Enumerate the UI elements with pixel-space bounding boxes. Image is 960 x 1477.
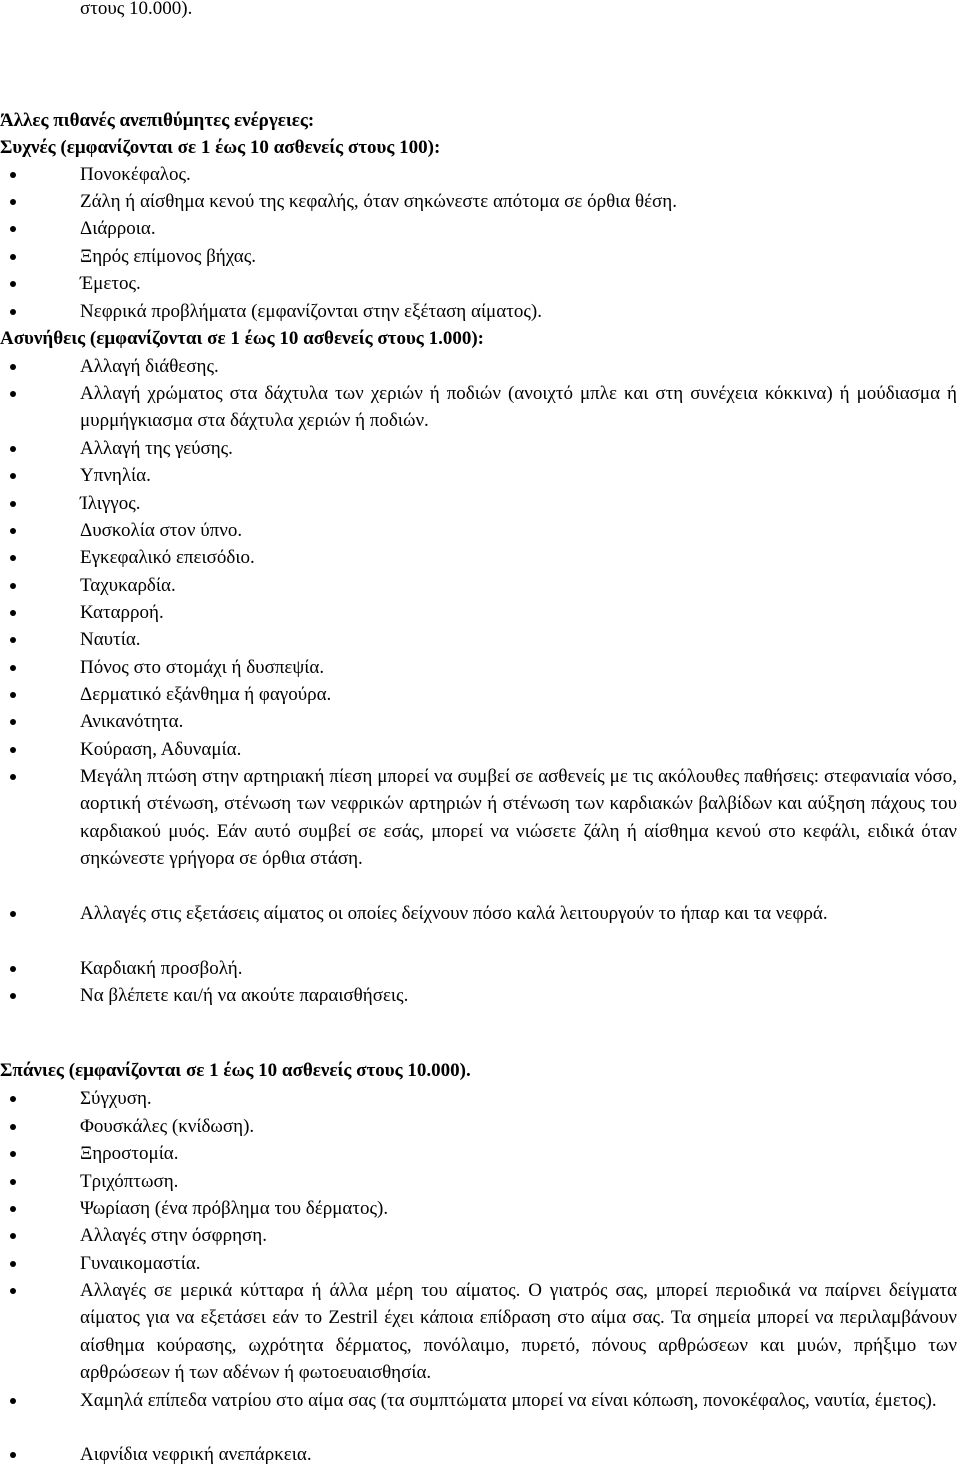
bullet-icon [10,364,16,370]
bullet-icon [10,610,16,616]
bullet-icon [10,254,16,260]
bullet-icon [10,1261,16,1267]
rare-heading: Σπάνιες (εμφανίζονται σε 1 έως 10 ασθενείς στους 10.000). [0,1060,471,1081]
bullet-icon [10,966,16,972]
bullet-icon [10,637,16,643]
bullet-icon [10,1233,16,1239]
bullet-icon [10,309,16,315]
bullet-icon [10,501,16,507]
other-effects-title: Άλλες πιθανές ανεπιθύμητες ενέργειες: [0,110,315,131]
bullet-icon [10,993,16,999]
bullet-icon [10,1206,16,1212]
bullet-icon [10,281,16,287]
bullet-icon [10,665,16,671]
bullet-icon [10,1452,16,1458]
bullet-icon [10,774,16,780]
bullet-icon [10,1124,16,1130]
bullet-icon [10,911,16,917]
bullet-icon [10,226,16,232]
bullet-icon [10,199,16,205]
bullet-icon [10,1096,16,1102]
common-heading: Συχνές (εμφανίζονται σε 1 έως 10 ασθενείς στους 100): [0,137,441,158]
bullet-icon [10,1179,16,1185]
bullet-icon [10,583,16,589]
bullet-icon [10,473,16,479]
bullet-icon [10,747,16,753]
bullet-icon [10,528,16,534]
continuation-text: στους 10.000). [80,0,193,19]
bullet-icon [10,391,16,397]
bullet-icon [10,719,16,725]
bullet-icon [10,555,16,561]
bullet-icon [10,172,16,178]
bullet-icon [10,1288,16,1294]
bullet-icon [10,1151,16,1157]
bullet-icon [10,446,16,452]
uncommon-heading: Ασυνήθεις (εμφανίζονται σε 1 έως 10 ασθενείς στους 1.000): [0,328,484,349]
bullet-icon [10,1398,16,1404]
bullet-icon [10,692,16,698]
